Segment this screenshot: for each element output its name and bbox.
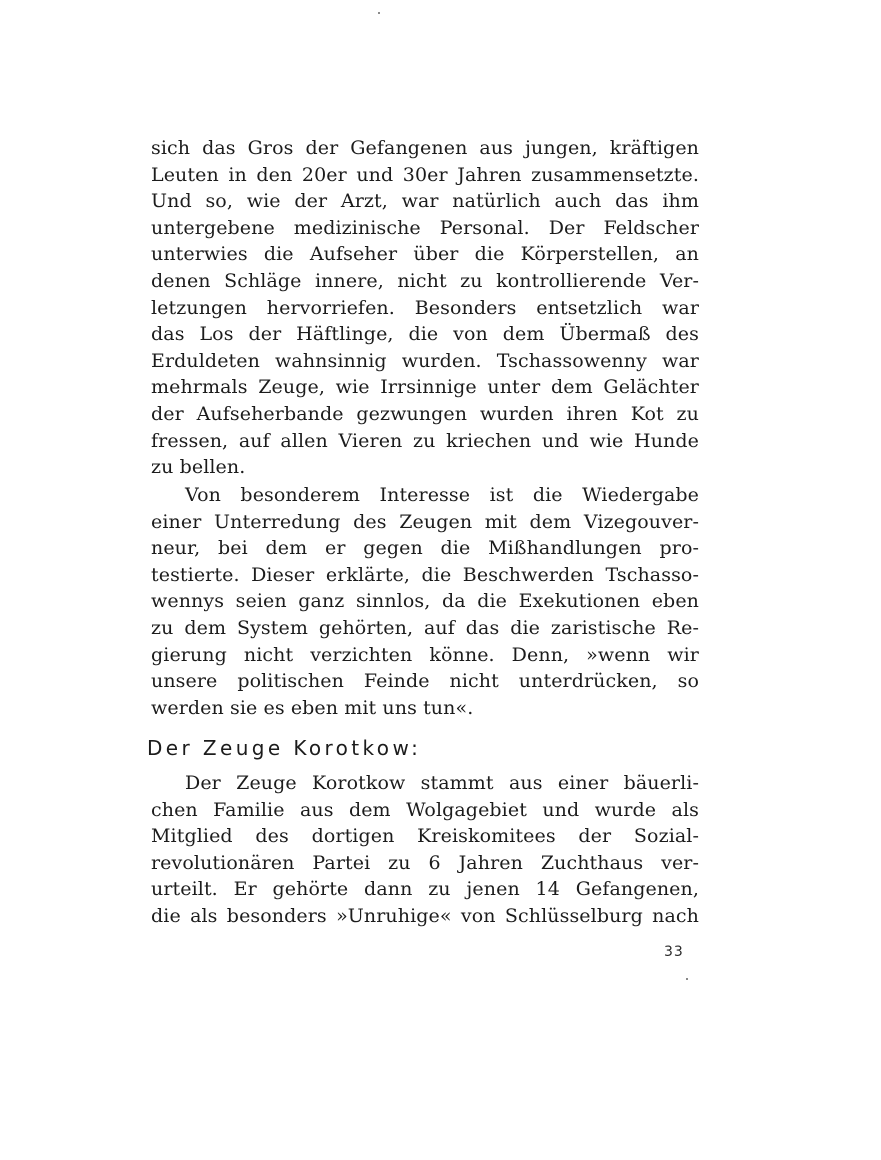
text-line: die als besonders »Unruhige« von Schlüsselburg nach [151,904,699,927]
text-line: der Aufseherbande gezwungen wurden ihren Kot zu [151,402,699,425]
text-line: testierte. Dieser erklärte, die Beschwerden Tschasso- [151,563,699,586]
text-line: revolutionären Partei zu 6 Jahren Zuchthaus ver- [151,851,699,874]
text-line: unterwies die Aufseher über die Körperstellen, an [151,243,699,266]
paragraph-1 [151,135,699,481]
text-line: fressen, auf allen Vieren zu kriechen und wie Hunde [151,429,699,452]
text-line: Erduldeten wahnsinnig wurden. Tschassowenny war [151,349,699,372]
text-line: denen Schläge innere, nicht zu kontrollierende Ver- [151,269,699,292]
text-line: chen Familie aus dem Wolgagebiet und wurde als [151,798,699,821]
text-line: werden sie es eben mit uns tun«. [151,696,474,719]
text-line: untergebene medizinische Personal. Der Feldscher [151,216,699,239]
text-line: wennys seien ganz sinnlos, da die Exekutionen eben [151,590,699,613]
section-heading: Der Zeuge Korotkow: [147,736,422,760]
page-number: 33 [664,944,684,960]
text-line: Mitglied des dortigen Kreiskomitees der Sozial- [151,825,699,848]
paragraph-2 [151,482,699,721]
text-line: einer Unterredung des Zeugen mit dem Vizegouver- [151,510,699,533]
text-line: urteilt. Er gehörte dann zu jenen 14 Gefangenen, [151,878,699,901]
text-line: neur, bei dem er gegen die Mißhandlungen pro- [151,537,699,560]
text-line: zu bellen. [151,456,246,479]
text-line: Leuten in den 20er und 30er Jahren zusammensetzte. [151,163,699,186]
text-line: gierung nicht verzichten könne. Denn, »wenn wir [151,643,699,666]
text-line: zu dem System gehörten, auf das die zaristische Re- [151,616,699,639]
text-line: das Los der Häftlinge, die von dem Übermaß des [151,323,699,346]
paragraph-3 [151,770,699,930]
text-line: Und so, wie der Arzt, war natürlich auch das ihm [151,190,699,213]
scan-speck [378,12,380,14]
scan-speck [686,978,688,980]
text-line: Von besonderem Interesse ist die Wiedergabe [185,484,699,506]
text-line: Der Zeuge Korotkow stammt aus einer bäuerli- [185,772,699,794]
text-line: sich das Gros der Gefangenen aus jungen, kräftigen [151,137,699,159]
text-line: unsere politischen Feinde nicht unterdrücken, so [151,670,699,693]
text-line: mehrmals Zeuge, wie Irrsinnige unter dem Gelächter [151,376,699,399]
text-line: letzungen hervorriefen. Besonders entsetzlich war [151,296,699,319]
